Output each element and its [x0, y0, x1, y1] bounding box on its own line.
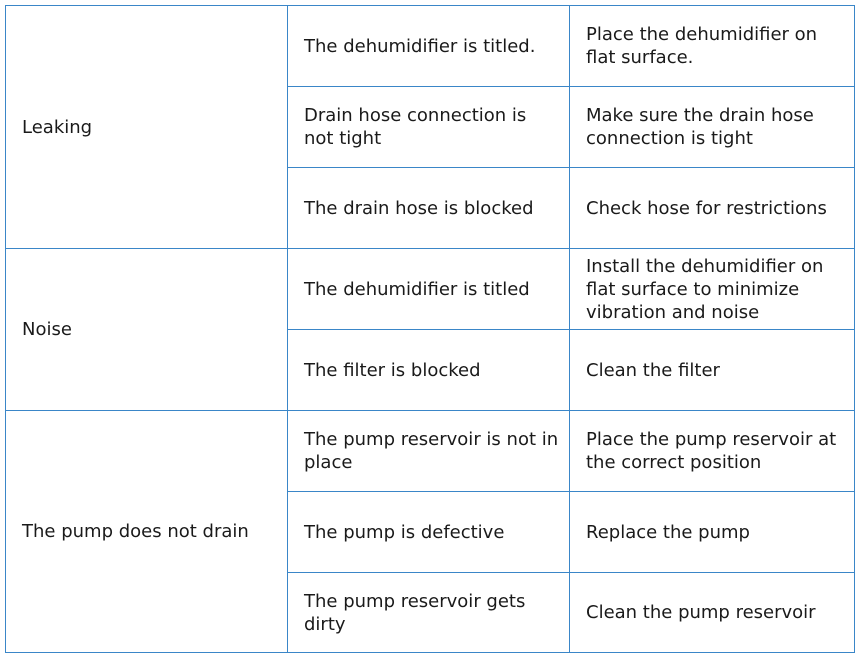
solution-cell: Check hose for restrictions [570, 168, 855, 249]
cause-cell: The dehumidifier is titled. [288, 6, 570, 87]
table-row [6, 249, 855, 330]
cause-cell: The drain hose is blocked [288, 168, 570, 249]
solution-cell: Clean the filter [570, 330, 855, 411]
cause-cell: The pump is defective [288, 492, 570, 573]
cause-cell: The dehumidifier is titled [288, 249, 570, 330]
problem-cell: Noise [6, 249, 288, 411]
cause-cell: The filter is blocked [288, 330, 570, 411]
solution-cell: Place the dehumidifier on flat surface. [570, 6, 855, 87]
solution-cell: Place the pump reservoir at the correct position [570, 411, 855, 492]
troubleshooting-table [5, 5, 855, 653]
solution-cell: Install the dehumidifier on flat surface to minimize vibration and noise [570, 249, 855, 330]
solution-cell: Replace the pump [570, 492, 855, 573]
table-row [6, 411, 855, 492]
problem-cell: The pump does not drain [6, 411, 288, 653]
cause-cell: The pump reservoir gets dirty [288, 573, 570, 653]
solution-cell: Make sure the drain hose connection is tight [570, 87, 855, 168]
problem-cell: Leaking [6, 6, 288, 249]
table-row [6, 6, 855, 87]
cause-cell: Drain hose connection is not tight [288, 87, 570, 168]
cause-cell: The pump reservoir is not in place [288, 411, 570, 492]
solution-cell: Clean the pump reservoir [570, 573, 855, 653]
